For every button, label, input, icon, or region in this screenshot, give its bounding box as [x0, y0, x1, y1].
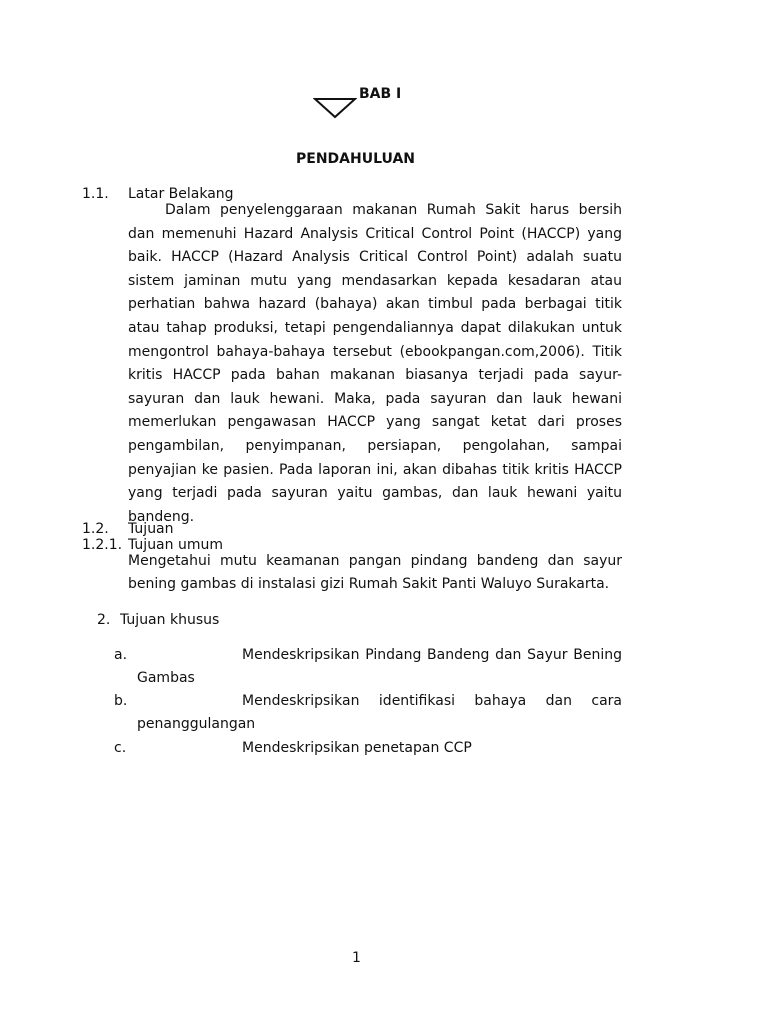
paragraph-line: pengambilan, penyimpanan, persiapan, pengolahan, sampai — [128, 438, 622, 454]
section-heading: Tujuan — [128, 521, 174, 537]
paragraph-line: bening gambas di instalasi gizi Rumah Sakit Panti Waluyo Surakarta. — [128, 576, 610, 592]
section-number: 1.1. — [82, 186, 109, 202]
paragraph-line: baik. HACCP (Hazard Analysis Critical Control Point) adalah suatu — [128, 249, 622, 266]
list-item-text: Mendeskripsikan Pindang Bandeng dan Sayur Bening — [242, 647, 622, 663]
section-heading: Latar Belakang — [128, 186, 234, 202]
paragraph-line: mengontrol bahaya-bahaya tersebut (ebookpangan.com,2006). Titik — [128, 343, 622, 360]
paragraph-line: yang terjadi pada sayuran yaitu gambas, dan lauk hewani yaitu — [128, 485, 622, 502]
section-heading: Tujuan khusus — [120, 612, 220, 628]
paragraph-line: bandeng. — [128, 508, 195, 525]
page-number: 1 — [352, 950, 361, 966]
paragraph-line: sayuran dan lauk hewani. Maka, pada sayuran dan lauk hewani — [128, 390, 622, 407]
list-marker: b. — [114, 693, 128, 709]
section-heading: Tujuan umum — [128, 537, 223, 553]
list-marker: a. — [114, 647, 128, 663]
list-item-continuation: Gambas — [137, 670, 195, 686]
section-number: 1.2.1. — [82, 537, 123, 553]
paragraph-line: dan memenuhi Hazard Analysis Critical Control Point (HACCP) yang — [128, 225, 622, 242]
list-marker: c. — [114, 740, 127, 756]
paragraph-line: memerlukan pengawasan HACCP yang sangat ketat dari proses — [128, 414, 622, 431]
chapter-label: BAB I — [359, 86, 402, 102]
triangle-mark-icon — [313, 97, 357, 121]
list-item-text: Mendeskripsikan identifikasi bahaya dan cara — [242, 693, 622, 709]
paragraph-line: kritis HACCP pada bahan makanan biasanya terjadi pada sayur- — [128, 367, 622, 384]
list-item-continuation: penanggulangan — [137, 716, 256, 732]
paragraph-line: Mengetahui mutu keamanan pangan pindang bandeng dan sayur — [128, 553, 622, 569]
paragraph-line: sistem jaminan mutu yang mendasarkan kepada kesadaran atau — [128, 272, 622, 289]
paragraph-line: Dalam penyelenggaraan makanan Rumah Sakit harus bersih — [165, 202, 622, 218]
section-number: 1.2. — [82, 521, 109, 537]
paragraph-line: atau tahap produksi, tetapi pengendaliannya dapat dilakukan untuk — [128, 320, 622, 336]
list-item-text: Mendeskripsikan penetapan CCP — [242, 740, 472, 756]
chapter-title: PENDAHULUAN — [296, 151, 415, 167]
paragraph-line: perhatian bahwa hazard (bahaya) akan timbul pada berbagai titik — [128, 296, 622, 313]
paragraph-line: penyajian ke pasien. Pada laporan ini, akan dibahas titik kritis HACCP — [128, 461, 622, 478]
list-number: 2. — [97, 612, 111, 628]
